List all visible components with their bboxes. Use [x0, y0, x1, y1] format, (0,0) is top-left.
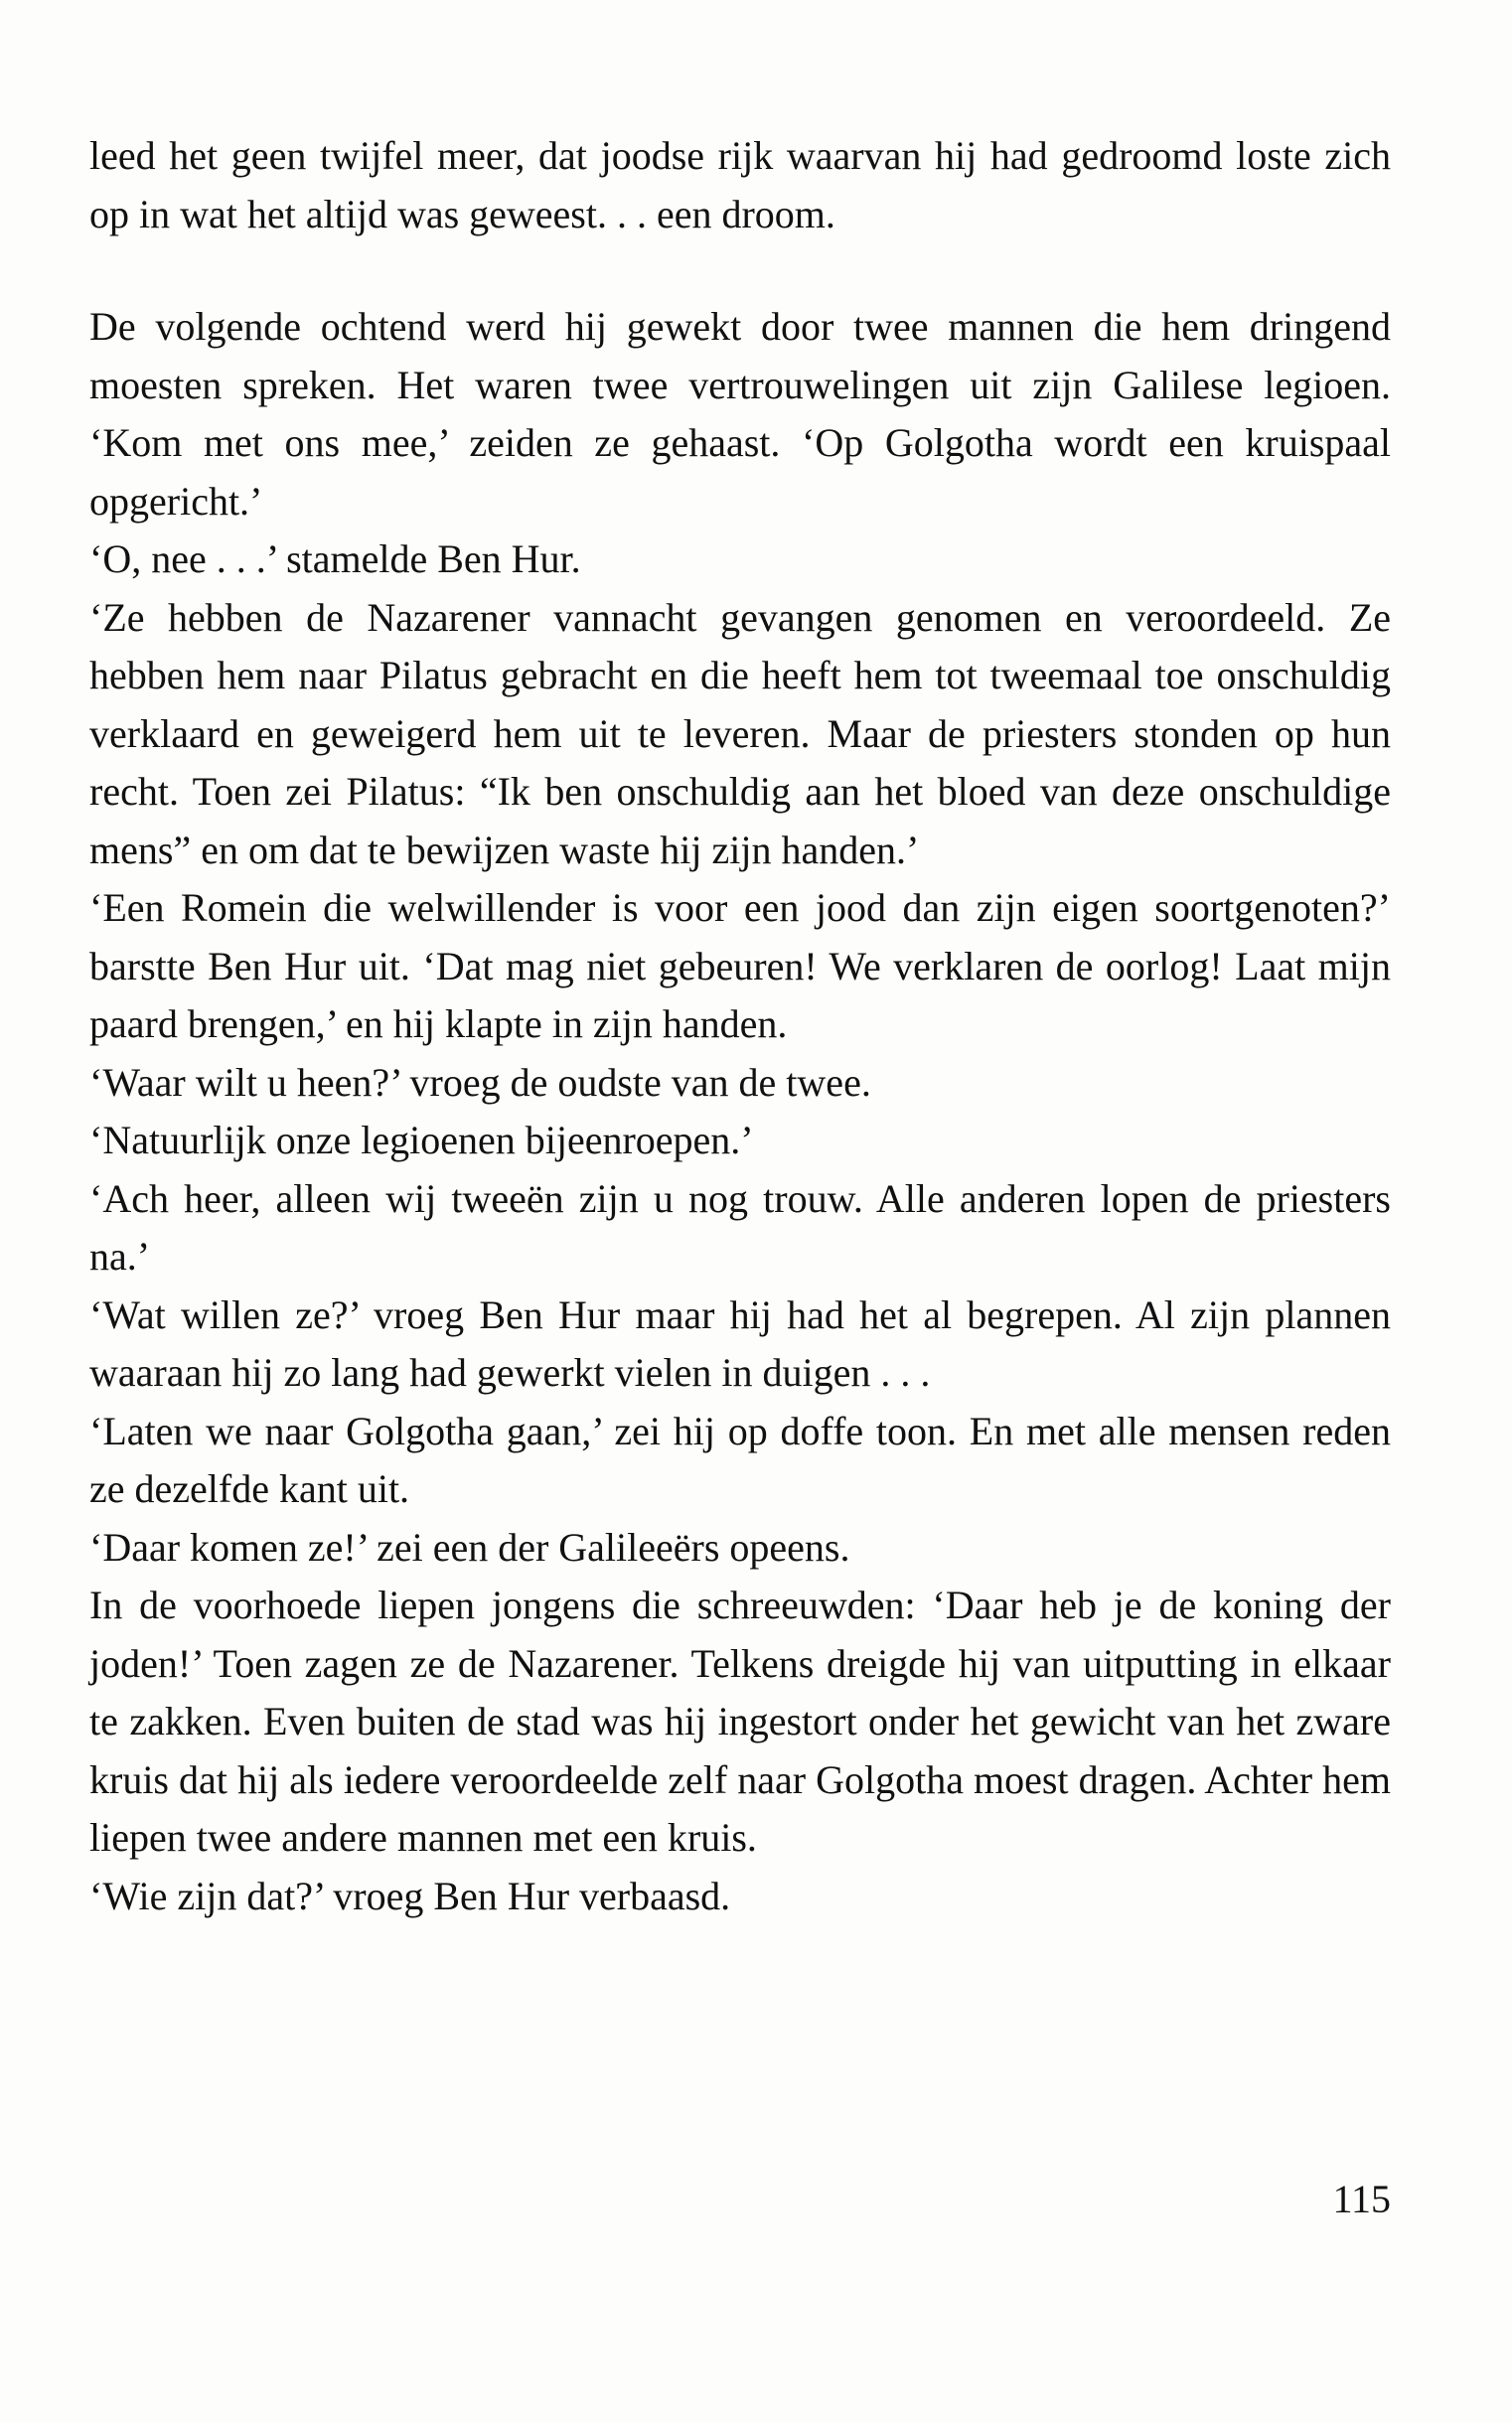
body-paragraph: ‘O, nee . . .’ stamelde Ben Hur. — [89, 536, 581, 581]
body-paragraph: ‘Laten we naar Golgotha gaan,’ zei hij op doffe toon. En met alle mensen reden ze dezelfde kant uit. — [89, 1408, 1391, 1511]
body-paragraph: ‘Wie zijn dat?’ vroeg Ben Hur verbaasd. — [89, 1873, 731, 1918]
body-paragraph: ‘Daar komen ze!’ zei een der Galileeërs opeens. — [89, 1524, 850, 1570]
body-paragraph: ‘Een Romein die welwillender is voor een jood dan zijn eigen soortgenoten?’ barstte Ben Hur uit. ‘Dat mag niet gebeuren! We verklaren de oorlog! Laat mijn paard brengen,’ en hij klapte in zijn handen. — [89, 885, 1391, 1046]
opening-paragraph-block — [89, 127, 1391, 243]
body-paragraph: In de voorhoede liepen jongens die schreeuwden: ‘Daar heb je de koning der joden!’ Toen zagen ze de Nazarener. Telkens dreigde hij van uitputting in elkaar te zakken. Even buiten de stad was hij ingestort onder het gewicht van het zware kruis dat hij als iedere veroordeelde zelf naar Golgotha moest dragen. Achter hem liepen twee andere mannen met een kruis. — [89, 1583, 1391, 1860]
body-paragraph: ‘Ze hebben de Nazarener vannacht gevangen genomen en veroordeeld. Ze hebben hem naar Pilatus gebracht en die heeft hem tot tweemaal toe onschuldig verklaard en geweigerd hem uit te leveren. Maar de priesters stonden op hun recht. Toen zei Pilatus: “Ik ben onschuldig aan het bloed van deze onschuldige mens” en om dat te bewijzen waste hij zijn handen.’ — [89, 594, 1391, 872]
body-paragraph: ‘Natuurlijk onze legioenen bijeenroepen.’ — [89, 1118, 754, 1162]
main-text-block — [89, 298, 1391, 1925]
body-paragraph: ‘Ach heer, alleen wij tweeën zijn u nog trouw. Alle anderen lopen de priesters na.’ — [89, 1175, 1391, 1279]
page-number: 115 — [1332, 2177, 1391, 2221]
body-paragraph: leed het geen twijfel meer, dat joodse rijk waarvan hij had gedroomd loste zich op in wat het altijd was geweest. . . een droom. — [89, 133, 1391, 236]
body-paragraph: ‘Wat willen ze?’ vroeg Ben Hur maar hij had het al begrepen. Al zijn plannen waaraan hij zo lang had gewerkt vielen in duigen . . . — [89, 1291, 1391, 1395]
body-paragraph: De volgende ochtend werd hij gewekt door twee mannen die hem dringend moesten spreken. Het waren twee vertrouwelingen uit zijn Galilese legioen. ‘Kom met ons mee,’ zeiden ze gehaast. ‘Op Golgotha wordt een kruispaal opgericht.’ — [89, 304, 1391, 524]
body-paragraph: ‘Waar wilt u heen?’ vroeg de oudste van de twee. — [89, 1059, 871, 1105]
